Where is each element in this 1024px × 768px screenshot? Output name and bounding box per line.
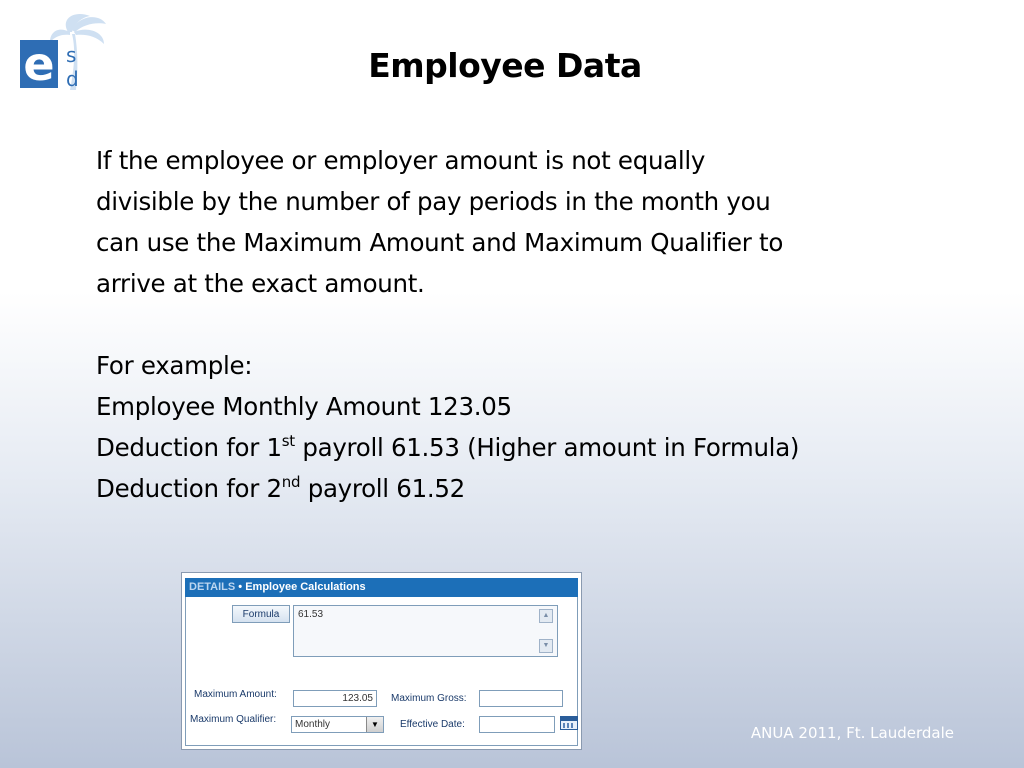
effective-date-label: Effective Date: (400, 719, 465, 730)
effective-date-field[interactable] (479, 716, 555, 733)
maximum-qualifier-label: Maximum Qualifier: (190, 714, 277, 725)
example-line-2: Deduction for 1st payroll 61.53 (Higher amount in Formula) (96, 432, 800, 462)
paragraph-line: arrive at the exact amount. (96, 269, 425, 298)
maximum-gross-label: Maximum Gross: (391, 693, 467, 704)
chevron-down-icon[interactable]: ▼ (366, 717, 383, 732)
employee-calculations-panel (181, 572, 582, 750)
example-line-1: Employee Monthly Amount 123.05 (96, 392, 512, 421)
logo-letter-d: d (66, 67, 79, 90)
paragraph-line: If the employee or employer amount is not equally (96, 146, 706, 175)
maximum-gross-field[interactable] (479, 690, 563, 707)
calendar-icon[interactable] (560, 716, 578, 730)
panel-body (185, 597, 578, 746)
formula-textarea[interactable] (293, 605, 558, 657)
scroll-down-icon[interactable]: ▼ (539, 639, 553, 653)
panel-header: DETAILS • Employee Calculations (185, 578, 578, 597)
example-line-3: Deduction for 2nd payroll 61.52 (96, 473, 465, 503)
body-text (96, 140, 956, 509)
formula-value: 61.53 (298, 609, 324, 620)
logo-letter-s: s (66, 43, 77, 67)
footer-text: ANUA 2011, Ft. Lauderdale (750, 724, 954, 742)
maximum-amount-label: Maximum Amount: (194, 689, 277, 700)
maximum-amount-field[interactable]: 123.05 (293, 690, 377, 707)
maximum-qualifier-select[interactable]: Monthly ▼ (291, 716, 384, 733)
page-title: Employee Data (368, 46, 642, 85)
formula-button[interactable]: Formula (232, 605, 290, 623)
scroll-up-icon[interactable]: ▲ (539, 609, 553, 623)
logo-letter-e: e (23, 37, 55, 90)
paragraph-line: can use the Maximum Amount and Maximum Qualifier to (96, 228, 784, 257)
paragraph-line: divisible by the number of pay periods in the month you (96, 187, 771, 216)
example-heading: For example: (96, 351, 253, 380)
